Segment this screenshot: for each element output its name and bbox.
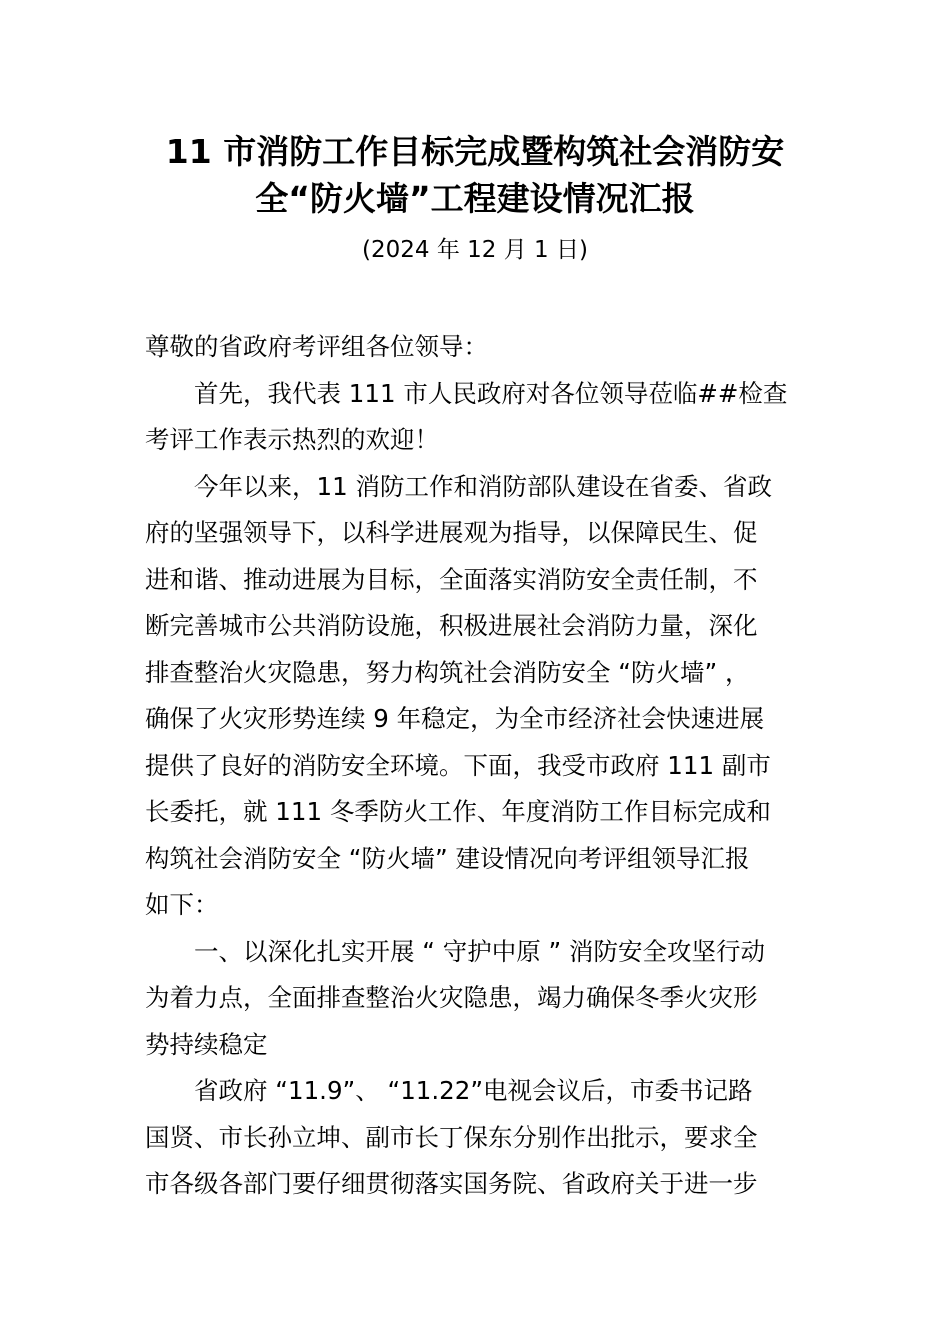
document-title — [120, 128, 830, 222]
salutation-line: 尊敬的省政府考评组各位领导： — [145, 332, 488, 361]
document-body — [145, 324, 810, 1208]
body-line: 排查整治火灾隐患，努力构筑社会消防安全 “防火墙” ， — [145, 657, 750, 687]
body-line: 长委托，就 111 冬季防火工作、年度消防工作目标完成和 — [145, 797, 771, 826]
title-line-1: 11 市消防工作目标完成暨构筑社会消防安 — [165, 132, 785, 171]
body-line: 今年以来，11 消防工作和消防部队建设在省委、省政 — [194, 471, 772, 501]
section-heading-line: 一、以深化扎实开展 “ 守护中原 ” 消防安全攻坚行动 — [194, 936, 766, 966]
body-line: 如下： — [145, 890, 219, 919]
body-line: 提供了良好的消防安全环境。下面，我受市政府 111 副市 — [145, 750, 771, 780]
body-line: 府的坚强领导下，以科学进展观为指导，以保障民生、促 — [145, 518, 758, 547]
body-line: 进和谐、推动进展为目标，全面落实消防安全责任制，不 — [145, 564, 758, 594]
title-line-2: 全“防火墙”工程建设情况汇报 — [255, 179, 695, 218]
body-line: 断完善城市公共消防设施，积极进展社会消防力量，深化 — [145, 611, 758, 640]
body-line: 省政府 “11.9”、 “11.22”电视会议后，市委书记路 — [194, 1076, 753, 1105]
body-line: 首先，我代表 111 市人民政府对各位领导莅临##检查 — [194, 378, 788, 408]
body-line: 构筑社会消防安全 “防火墙” 建设情况向考评组领导汇报 — [145, 843, 750, 873]
body-line: 确保了火灾形势连续 9 年稳定，为全市经济社会快速进展 — [145, 704, 765, 733]
section-heading-line: 势持续稳定 — [145, 1029, 268, 1059]
body-line: 国贤、市长孙立坤、副市长丁保东分别作出批示，要求全 — [145, 1122, 758, 1152]
body-line: 考评工作表示热烈的欢迎！ — [145, 425, 439, 454]
section-heading-line: 为着力点，全面排查整治火灾隐患，竭力确保冬季火灾形 — [145, 983, 758, 1012]
document-date: (2024 年 12 月 1 日) — [362, 237, 588, 263]
body-line: 市各级各部门要仔细贯彻落实国务院、省政府关于进一步 — [145, 1169, 758, 1198]
